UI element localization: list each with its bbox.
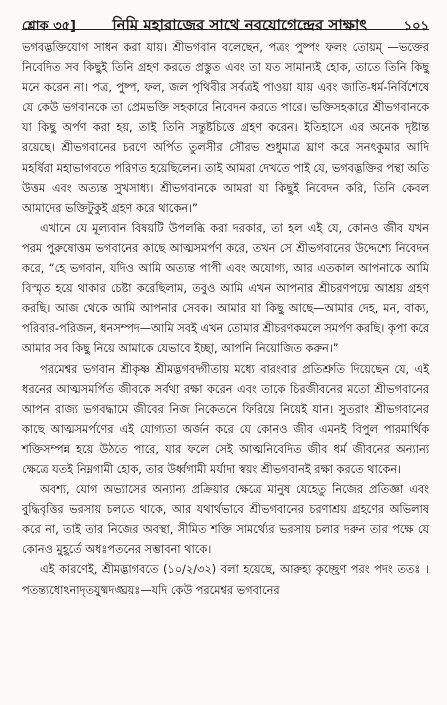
paragraph — [22, 360, 429, 481]
paragraph — [22, 480, 429, 560]
text-line: যান। সুতরাং শ্রীভগবানের কাছে আত্মসমর্পণের এই যোগ্যতা অর্জন করে যে — [22, 402, 429, 436]
text-line: এবং বুদ্ধিবৃত্তির ভরসায় চলতে থাকে, আর যথার্থভাবে শ্রীভগবানের চরণাশ্রয় — [22, 483, 429, 517]
text-line: কোনও জীব এমনই বিপুল পারমার্থিক শক্তিসম্পন্ন হয়ে উঠতে পারে, যার ফলে — [22, 422, 429, 456]
text-line: ভগবদ্ভক্তিযোগ সাধন করা যায়। শ্রীভগবান বলেছেন, পত্রং পুষ্পং ফলং তোয়ম্ — [22, 41, 382, 54]
text-line: চরণে অর্পিত তুলসীর সৌরভ শুধুমাত্র ঘ্রাণ করে সনৎকুমার আদি মহর্ষিরা — [22, 141, 430, 175]
text-line: মতো শ্রীভগবানের আপন রাজ্য ভগবদ্ধামে জীবের নিজ নিকেতনে ফিরিয়ে নিয়েই — [22, 382, 429, 416]
text-line: যে, এই ধরনের আত্মসমর্পিত জীবকে সর্বথা রক্ষা করেন এবং তাকে চিরজীবনের — [22, 362, 430, 396]
text-line: অবশ্য, যোগ অভ্যাসের অন্যান্য প্রক্রিয়ার ক্ষেত্রে মানুষ যেহেতু নিজের প্রতিজ্ঞা — [40, 483, 404, 497]
text-line: এখানে যে মূল্যবান বিষয়টি উপলব্ধি করা দরকার, তা হল এই যে, কোনও — [40, 221, 379, 235]
text-line: আপনার সেবক। আমার যা কিছু আছে—আমার দেহ, মন, বাক্য, পরিবার-পরিজন, — [22, 302, 429, 336]
text-line: সেই আত্মনিবেদিত জীব ধর্ম জীবনের অন্যান্য ক্ষেত্রে যতই নিম্নগামী হোক, তার — [22, 442, 429, 476]
text-line: হোক, তাতে তিনি কিছু মনে করেন না। পত্র, পুষ্প, ফল, জল পৃথিবীর সর্বত্রই — [22, 61, 430, 95]
text-line: এই কারণেই, শ্রীমদ্ভাগবতে (১০/২/৩২) বলা হয়েছে, আরুহ্য কৃচ্ছ্রেণ পরং — [40, 563, 370, 577]
text-line: তবুও আমি এখন আপনার শ্রীচরণপদ্মে আশ্রয় গ্রহণ করছি। আজ থেকে আমি — [22, 282, 430, 316]
paragraph — [22, 560, 429, 600]
text-line: পন্থা অতি উত্তম এবং অত্যন্ত সুখসাধ্য। শ্রীভগবানকে আমরা যা কিছুই নিবেদন — [22, 161, 430, 195]
paragraph — [22, 38, 429, 219]
text-line: গ্রহণের অভিলাষ করে না, তাই তার নিজের অবস্থা, সীমিত শক্তি সামর্থ্যের ভরসায় — [22, 503, 429, 537]
paragraph — [22, 219, 429, 360]
text-line: মহাভাগবতে পরিণত হয়েছিলেন। তাই আমরা দেখতে পাই যে, ভগবদ্ভক্তির — [56, 161, 383, 175]
text-line: পাওয়া যায় এবং জাতি-ধর্ম-নির্বিশেষে যে কেউ ভগবানকে তা প্রেমভক্তি সহকারে — [22, 81, 429, 115]
chapter-title: নিমি মহারাজের সাথে নবযোগেন্দ্রের সাক্ষাৎ — [112, 16, 368, 34]
text-line: উর্ধ্বগামী মর্যাদা স্বয়ং শ্রীভগবানই রক্ষা করতে থাকেন। — [167, 462, 402, 476]
text-line: নিবেদন করতে পারে। ভক্তিসহকারে শ্রীভগবানকে যা কিছু অর্পণ করা হয়, তাই — [22, 101, 429, 135]
page-number: ১০১ — [403, 19, 429, 34]
text-line: পদং ততঃ । পতন্ত্যধোঽনাদৃতযুষ্মদঙ্ঘ্রয়ঃ—যদি কেউ পরমেশ্বর ভগবানের — [22, 563, 429, 597]
text-line: করি, তিনি কেবল আমাদের ভক্তিটুকুই গ্রহণ করে থাকেন।” — [22, 181, 430, 215]
text-line: চলার দরুন তার পক্ষে যে কোনও মুহূর্তে অধঃপতনের সম্ভাবনা থাকে। — [22, 523, 429, 557]
text-line: জীব যখন পরম পুরুষোত্তম ভগবানের কাছে আত্মসমর্পণ করে, তখন সে — [22, 221, 430, 255]
text-line: অযোগ্য, আর এতকাল আপনাকে আমি বিস্মৃত হয়ে থাকার চেষ্টা করেছিলাম, — [22, 262, 429, 296]
text-line: আমার সব কিছু নিয়ে আমাকে যেভাবে ইচ্ছা, আপনি নিয়োজিত করুন।” — [22, 342, 339, 356]
verse-reference: শ্লোক ৩৫] — [22, 19, 76, 34]
text-line: ধনসম্পদ—আমি সবই এখন তোমার শ্রীচরণকমলে সমর্পণ করছি। কৃপা করে — [100, 322, 430, 336]
body-text — [22, 38, 429, 601]
text-line: শ্রীভগবানের উদ্দেশ্যে নিবেদন করে, “হে ভগবান, যদিও আমি অত্যন্ত পাপী এবং — [22, 241, 429, 276]
text-line: —ভক্তের নিবেদিত সব কিছুই তিনি গ্রহণ করতে প্রস্তুত এবং তা যত সামান্যই — [22, 41, 429, 75]
text-line: পরমেশ্বর ভগবান শ্রীকৃষ্ণ শ্রীমদ্ভগবদ্গীতায় মধ্যে বারংবার প্রতিশ্রুতি দিয়েছেন — [40, 362, 389, 376]
text-line: তিনি সন্তুষ্টচিত্তে গ্রহণ করেন। ইতিহাসে এর অনেক দৃষ্টান্ত রয়েছে। শ্রীভগবানের — [22, 121, 429, 155]
page-header — [22, 0, 429, 34]
